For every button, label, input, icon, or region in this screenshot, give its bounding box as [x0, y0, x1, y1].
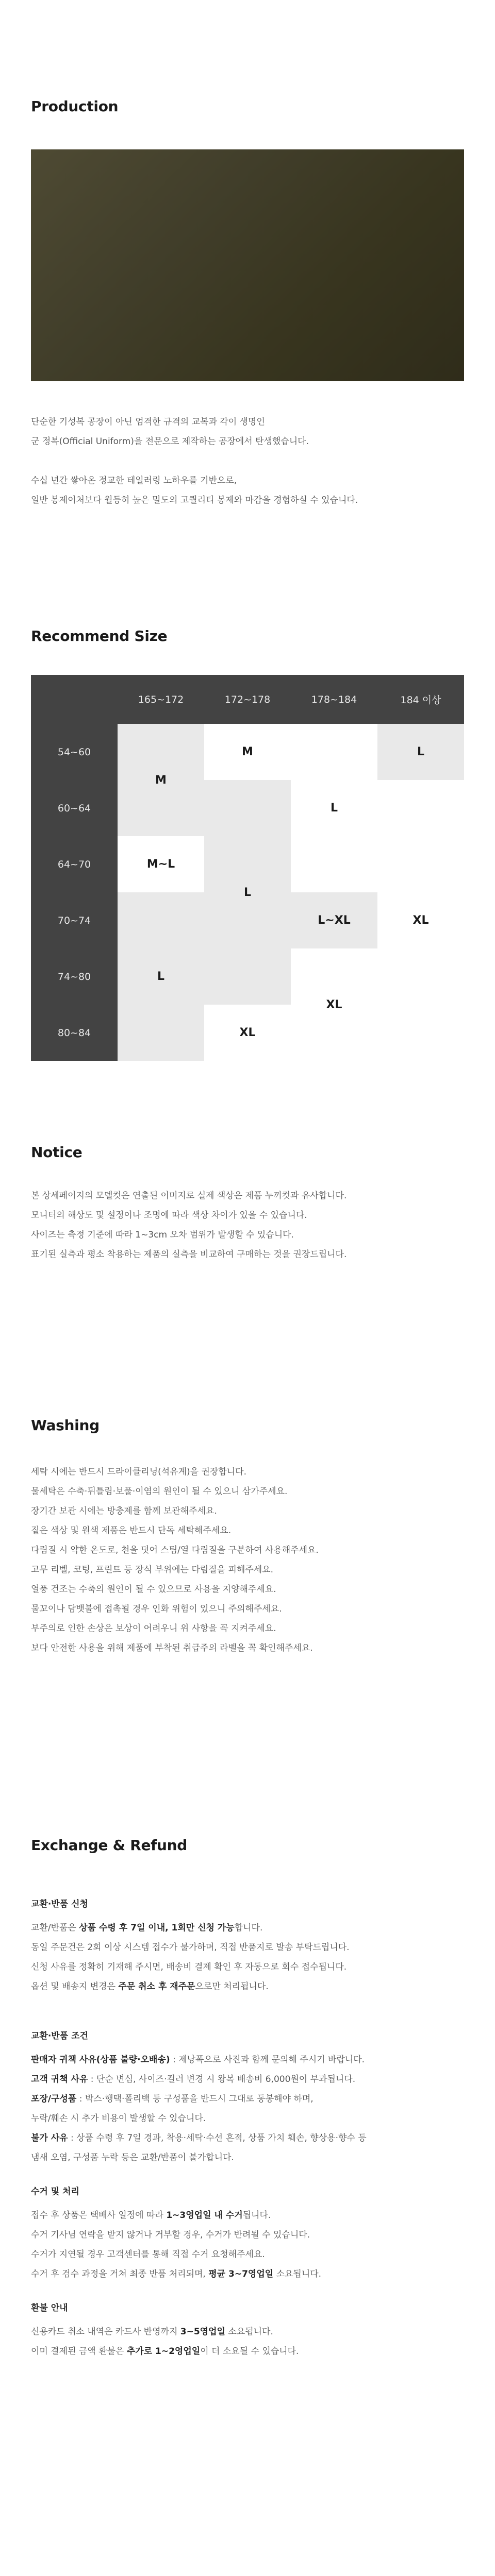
size-cell: L~XL — [291, 892, 377, 948]
column-header: 165~172 — [118, 675, 204, 724]
conditions-line: 고객 귀책 사유 : 단순 변심, 사이즈·컬러 변경 시 왕복 배송비 6,000원이 부과됩니다. — [31, 2074, 356, 2084]
row-header: 80~84 — [31, 1005, 118, 1061]
process-subtitle: 수거 및 처리 — [31, 2187, 79, 2197]
row-header: 70~74 — [31, 892, 118, 948]
conditions-line: 불가 사유 : 상품 수령 후 7일 경과, 착용·세탁·수선 흔적, 상품 가치 훼손, 향상용·향수 등 — [31, 2133, 367, 2143]
row-header: 60~64 — [31, 780, 118, 836]
production-line: 수십 년간 쌓아온 정교한 테일러링 노하우를 기반으로, — [31, 476, 237, 486]
size-cell: XL — [291, 948, 377, 1061]
apply-line: 신청 사유를 정확히 기재해 주시면, 배송비 결제 확인 후 자동으로 회수 접수됩니다. — [31, 1962, 347, 1972]
production-line: 군 정복(Official Uniform)을 전문으로 제작하는 공장에서 탄생했습니다. — [31, 436, 309, 447]
size-cell: XL — [204, 1005, 291, 1061]
conditions-subtitle: 교환·반품 조건 — [31, 2031, 88, 2041]
size-cell: M — [118, 724, 204, 836]
recommend-size-title: Recommend Size — [31, 628, 168, 645]
apply-subtitle: 교환·반품 신청 — [31, 1899, 88, 1909]
conditions-line: 포장/구성품 : 박스·행택·폴리백 등 구성품을 반드시 그대로 동봉해야 하며, — [31, 2094, 314, 2104]
size-cell: L — [377, 724, 464, 780]
exchange-refund-body — [31, 1893, 464, 2361]
washing-title: Washing — [31, 1417, 100, 1434]
refund-subtitle: 환불 안내 — [31, 2303, 68, 2313]
refund-line: 이미 결제된 금액 환불은 추가로 1~2영업일이 더 소요될 수 있습니다. — [31, 2346, 299, 2357]
size-cell: XL — [377, 780, 464, 1061]
row-header: 64~70 — [31, 836, 118, 892]
column-header: 178~184 — [291, 675, 377, 724]
size-cell: M — [204, 724, 291, 780]
size-cell: L — [291, 724, 377, 892]
apply-line: 동일 주문건은 2회 이상 시스템 접수가 불가하며, 직접 반품지로 발송 부탁드립니다. — [31, 1942, 350, 1953]
size-cell: M~L — [118, 836, 204, 892]
size-cell: L — [204, 780, 291, 1005]
row-header: 74~80 — [31, 948, 118, 1005]
washing-line: 장기간 보관 시에는 방충제를 함께 보관해주세요. — [31, 1506, 217, 1516]
washing-line: 짙은 색상 및 원색 제품은 반드시 단독 세탁해주세요. — [31, 1526, 232, 1536]
apply-line: 교환/반품은 상품 수령 후 7일 이내, 1회만 신청 가능합니다. — [31, 1923, 263, 1933]
exchange-refund-title: Exchange & Refund — [31, 1837, 188, 1854]
washing-line: 다림질 시 약한 온도로, 천을 덧어 스팀/열 다림질을 구분하여 사용해주세요. — [31, 1545, 319, 1555]
production-description — [31, 412, 464, 510]
washing-line: 보다 안전한 사용을 위해 제품에 부착된 취급주의 라벨을 꼭 확인해주세요. — [31, 1643, 313, 1653]
production-line: 일반 봉제이처보다 월등히 높은 밀도의 고퀄리티 봉제와 마감을 경험하실 수 있습니다. — [31, 495, 358, 505]
washing-list — [31, 1462, 464, 1658]
conditions-line: 냄새 오염, 구성품 누락 등은 교환/반품이 불가합니다. — [31, 2153, 234, 2163]
washing-line: 부주의로 인한 손상은 보상이 어려우니 위 사항을 꼭 지켜주세요. — [31, 1623, 276, 1634]
refund-line: 신용카드 취소 내역은 카드사 반영까지 3~5영업일 소요됩니다. — [31, 2327, 273, 2337]
table-corner — [31, 675, 118, 724]
size-table — [31, 675, 464, 1061]
notice-title: Notice — [31, 1144, 82, 1161]
size-cell: L — [118, 892, 204, 1061]
washing-line: 열풍 건조는 수축의 원인이 될 수 있으므로 사용을 지양해주세요. — [31, 1584, 276, 1595]
process-line: 수거 기사님 연락을 받지 않거나 거부할 경우, 수거가 반려될 수 있습니다. — [31, 2230, 310, 2240]
production-line — [31, 451, 464, 471]
process-line: 수거가 지연될 경우 고객센터를 통해 직접 수거 요청해주세요. — [31, 2249, 265, 2260]
notice-line: 본 상세페이지의 모델컷은 연출된 이미지로 실제 색상은 제품 누끼컷과 유사합니다. — [31, 1191, 347, 1201]
production-fabric-photo — [31, 149, 464, 381]
process-line: 접수 후 상품은 택배사 일정에 따라 1~3영업일 내 수거됩니다. — [31, 2210, 271, 2221]
conditions-line: 누락/훼손 시 추가 비용이 발생할 수 있습니다. — [31, 2113, 206, 2124]
notice-line: 표기된 실측과 평소 착용하는 제품의 실측을 비교하여 구매하는 것을 권장드립니다. — [31, 1249, 347, 1260]
washing-line: 물세탁은 수축·뒤틀림·보풀·이염의 원인이 될 수 있으니 삼가주세요. — [31, 1486, 288, 1497]
production-title: Production — [31, 98, 119, 115]
row-header: 54~60 — [31, 724, 118, 780]
process-line: 수거 후 검수 과정을 거쳐 최종 반품 처리되며, 평균 3~7영업일 소요됩니다. — [31, 2269, 322, 2279]
washing-line: 세탁 시에는 반드시 드라이클리닝(석유계)을 권장합니다. — [31, 1467, 246, 1477]
column-header: 172~178 — [204, 675, 291, 724]
notice-line: 모니터의 해상도 및 설정이나 조명에 따라 색상 차이가 있을 수 있습니다. — [31, 1210, 307, 1221]
washing-line: 물꼬이나 담뱃불에 접촉될 경우 인화 위험이 있으니 주의해주세요. — [31, 1604, 282, 1614]
notice-line: 사이즈는 측정 기준에 따라 1~3cm 오차 범위가 발생할 수 있습니다. — [31, 1230, 294, 1240]
washing-line: 고무 리벨, 코팅, 프린트 등 장식 부위에는 다림질을 피해주세요. — [31, 1565, 273, 1575]
production-line: 단순한 기성복 공장이 아닌 엄격한 규격의 교복과 각이 생명인 — [31, 417, 265, 427]
conditions-line: 판매자 귀책 사유(상품 불량·오배송) : 제낭폭으로 사진과 함께 문의해 주시기 바랍니다. — [31, 2055, 365, 2065]
column-header: 184 이상 — [377, 675, 464, 724]
notice-list — [31, 1186, 464, 1264]
apply-line: 옵션 및 배송지 변경은 주문 취소 후 재주문으로만 처리됩니다. — [31, 1981, 269, 1992]
